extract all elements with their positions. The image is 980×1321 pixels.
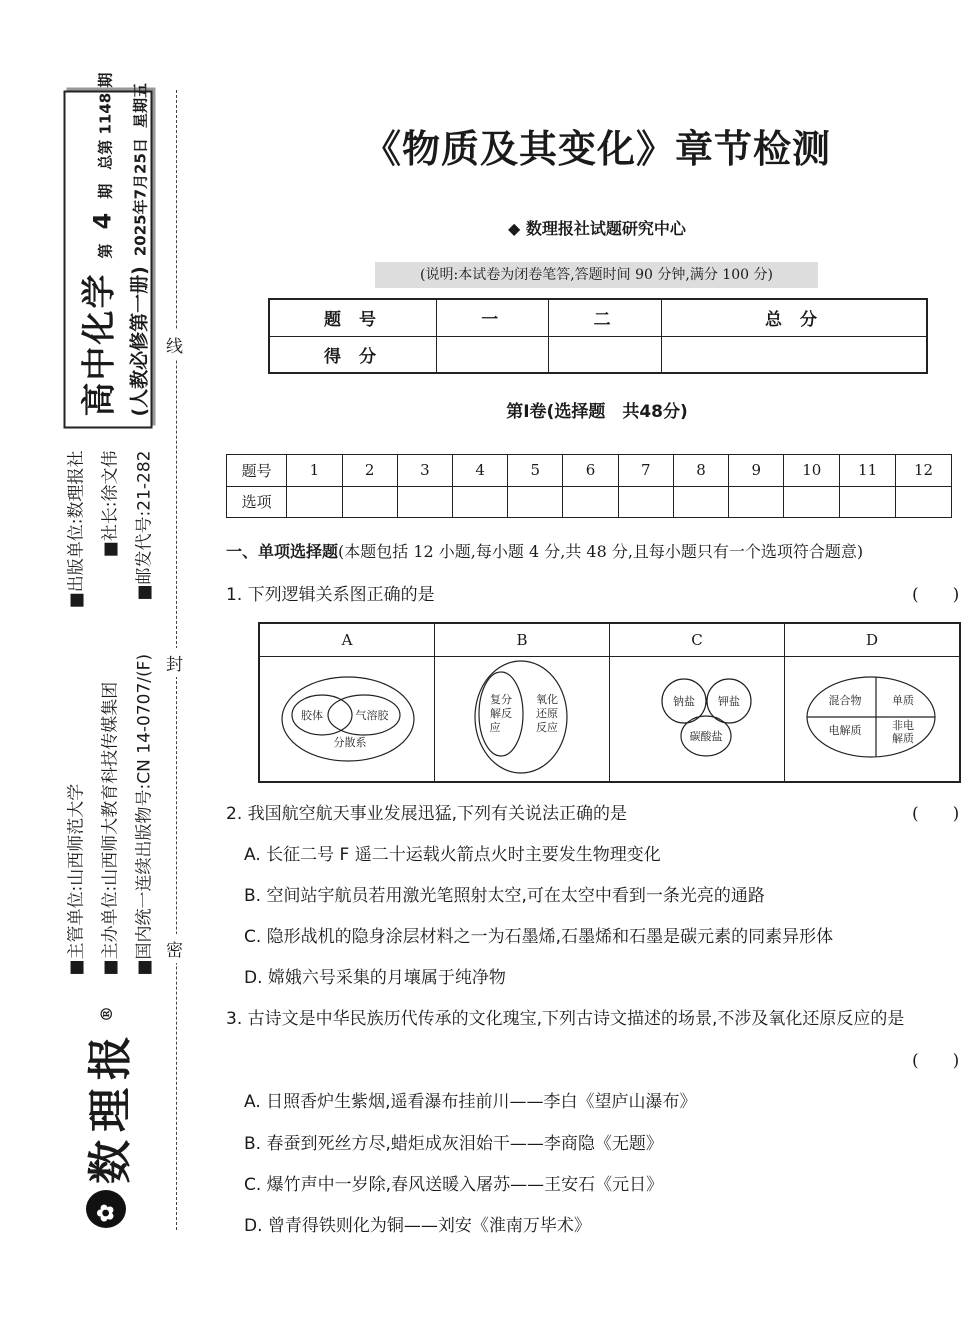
diagram-b bbox=[435, 657, 610, 783]
score-cell[interactable] bbox=[549, 336, 661, 373]
supervisor: ■主管单位:山西师范大学 bbox=[66, 783, 87, 976]
issue-prefix: 第 bbox=[96, 243, 115, 259]
diagram-d bbox=[785, 657, 961, 783]
option: B. 空间站宇航员若用激光笔照射太空,可在太空中看到一条光亮的通路 bbox=[244, 886, 765, 906]
label: 非电 bbox=[892, 719, 914, 732]
cell: 得 分 bbox=[269, 336, 437, 373]
question-stem: 1. 下列逻辑关系图正确的是 bbox=[226, 585, 435, 605]
cell: B bbox=[435, 623, 610, 657]
answer-cell[interactable] bbox=[618, 486, 673, 518]
label: 解质 bbox=[892, 732, 914, 745]
label: 氧化 bbox=[536, 693, 558, 706]
cell: 一 bbox=[437, 299, 549, 336]
seal-char-line: 线 bbox=[166, 330, 183, 359]
question-number-cell: 10 bbox=[784, 455, 840, 487]
publisher-row bbox=[94, 451, 128, 976]
question-number-cell: 2 bbox=[342, 455, 397, 487]
question-number-cell: 6 bbox=[563, 455, 618, 487]
cell: 选项 bbox=[227, 486, 287, 518]
table-row bbox=[269, 299, 927, 336]
diagram-c bbox=[610, 657, 785, 783]
answer-cell[interactable] bbox=[673, 486, 728, 518]
cell: C bbox=[610, 623, 785, 657]
question-number-cell: 5 bbox=[508, 455, 563, 487]
answer-paren: ( ) bbox=[912, 1051, 960, 1071]
part-title: 第Ⅰ卷(选择题 共48分) bbox=[506, 402, 688, 422]
page-title: 《物质及其变化》章节检测 bbox=[362, 127, 831, 171]
total-issue: 总第 1148 期 bbox=[96, 72, 115, 170]
section-title: 一、单项选择题 bbox=[226, 542, 339, 561]
sponsor: ■主办单位:山西师大教育科技传媒集团 bbox=[100, 681, 121, 976]
answer-cell[interactable] bbox=[342, 486, 397, 518]
question-number-cell: 3 bbox=[397, 455, 452, 487]
edition: (人教必修第一册) bbox=[128, 266, 151, 417]
answer-cell[interactable] bbox=[563, 486, 618, 518]
label: 钾盐 bbox=[718, 695, 740, 708]
publisher: ■出版单位:数理报社 bbox=[66, 450, 87, 609]
question-number-cell: 7 bbox=[618, 455, 673, 487]
label: 分散系 bbox=[333, 736, 367, 749]
diagram-a bbox=[259, 657, 435, 783]
label: 气溶胶 bbox=[355, 709, 389, 722]
label: 应 bbox=[489, 721, 501, 734]
cn-number: ■国内统一连续出版物号:CN 14-0707/(F) bbox=[134, 653, 155, 976]
cell: A bbox=[259, 623, 435, 657]
diagram-table bbox=[258, 622, 961, 783]
table-row bbox=[259, 657, 960, 783]
answer-cell[interactable] bbox=[729, 486, 784, 518]
table-row bbox=[227, 455, 952, 487]
exam-note: (说明:本试卷为闭卷笔答,答题时间 90 分钟,满分 100 分) bbox=[375, 262, 818, 288]
seal-char-seal: 封 bbox=[166, 648, 183, 677]
publisher-row bbox=[60, 451, 94, 976]
issue-suffix: 期 bbox=[96, 183, 115, 199]
paper-name: 高中化学 bbox=[79, 272, 120, 417]
cell: D bbox=[785, 623, 961, 657]
source: ◆ 数理报社试题研究中心 bbox=[508, 219, 686, 238]
answer-cell[interactable] bbox=[784, 486, 840, 518]
question-stem: 3. 古诗文是中华民族历代传承的文化瑰宝,下列古诗文描述的场景,不涉及氧化还原反应的是 bbox=[226, 1009, 905, 1029]
answer-paren: ( ) bbox=[912, 585, 960, 605]
postal-code: ■邮发代号:21-282 bbox=[134, 450, 155, 601]
label: 钠盐 bbox=[673, 695, 695, 708]
question-stem: 2. 我国航空航天事业发展迅猛,下列有关说法正确的是 bbox=[226, 804, 628, 824]
seal-char-secret: 密 bbox=[166, 934, 183, 963]
answer-cell[interactable] bbox=[508, 486, 563, 518]
table-row bbox=[259, 623, 960, 657]
score-table bbox=[268, 298, 928, 374]
label: 胶体 bbox=[301, 709, 323, 722]
label: 碳酸盐 bbox=[689, 730, 723, 743]
question-number-cell: 12 bbox=[896, 455, 952, 487]
question-number-cell: 4 bbox=[452, 455, 507, 487]
label: 反应 bbox=[536, 721, 558, 734]
answer-cell[interactable] bbox=[452, 486, 507, 518]
question-number-cell: 1 bbox=[287, 455, 342, 487]
cell: 总 分 bbox=[661, 299, 927, 336]
section-desc: (本题包括 12 小题,每小题 4 分,共 48 分,且每小题只有一个选项符合题意) bbox=[338, 542, 864, 561]
publisher-row bbox=[128, 451, 162, 976]
issue-number: 4 bbox=[88, 212, 117, 230]
label: 电解质 bbox=[828, 724, 862, 737]
option: A. 日照香炉生紫烟,遥看瀑布挂前川——李白《望庐山瀑布》 bbox=[244, 1092, 697, 1112]
question-number-cell: 8 bbox=[673, 455, 728, 487]
answer-table bbox=[226, 454, 952, 518]
publisher-info bbox=[60, 451, 162, 976]
option: B. 春蚕到死丝方尽,蜡炬成灰泪始干——李商隐《无题》 bbox=[244, 1134, 663, 1154]
answer-cell[interactable] bbox=[840, 486, 896, 518]
logo bbox=[74, 998, 136, 1228]
option: D. 曾青得铁则化为铜——刘安《淮南万毕术》 bbox=[244, 1216, 591, 1236]
cell: 题 号 bbox=[269, 299, 437, 336]
answer-cell[interactable] bbox=[896, 486, 952, 518]
label: 混合物 bbox=[828, 694, 862, 707]
label: 还原 bbox=[536, 707, 558, 720]
registered-mark: ® bbox=[96, 998, 116, 1022]
label: 复分 bbox=[490, 693, 512, 706]
president: ■社长:徐文伟 bbox=[100, 450, 121, 558]
answer-cell[interactable] bbox=[287, 486, 342, 518]
score-cell[interactable] bbox=[437, 336, 549, 373]
answer-paren: ( ) bbox=[912, 804, 960, 824]
answer-cell[interactable] bbox=[397, 486, 452, 518]
question-number-cell: 11 bbox=[840, 455, 896, 487]
option: C. 隐形战机的隐身涂层材料之一为石墨烯,石墨烯和石墨是碳元素的同素异形体 bbox=[244, 927, 834, 947]
score-cell[interactable] bbox=[661, 336, 927, 373]
table-row bbox=[269, 336, 927, 373]
masthead-box bbox=[64, 72, 153, 429]
section-heading bbox=[226, 539, 863, 562]
cell: 题号 bbox=[227, 455, 287, 487]
question-number-cell: 9 bbox=[729, 455, 784, 487]
label: 解反 bbox=[490, 707, 512, 720]
weekday: 星期五 bbox=[131, 83, 150, 129]
logo-text: 数理报 bbox=[85, 1028, 136, 1184]
label: 单质 bbox=[892, 694, 914, 707]
option: D. 嫦娥六号采集的月壤属于纯净物 bbox=[244, 968, 506, 988]
table-row bbox=[227, 486, 952, 518]
option: A. 长征二号 F 遥二十运载火箭点火时主要发生物理变化 bbox=[244, 845, 661, 865]
option: C. 爆竹声中一岁除,春风送暖入屠苏——王安石《元日》 bbox=[244, 1175, 664, 1195]
issue-date: 2025年7月25日 bbox=[131, 138, 150, 257]
cell: 二 bbox=[549, 299, 661, 336]
logo-mark-icon: ✿ bbox=[86, 1190, 126, 1228]
